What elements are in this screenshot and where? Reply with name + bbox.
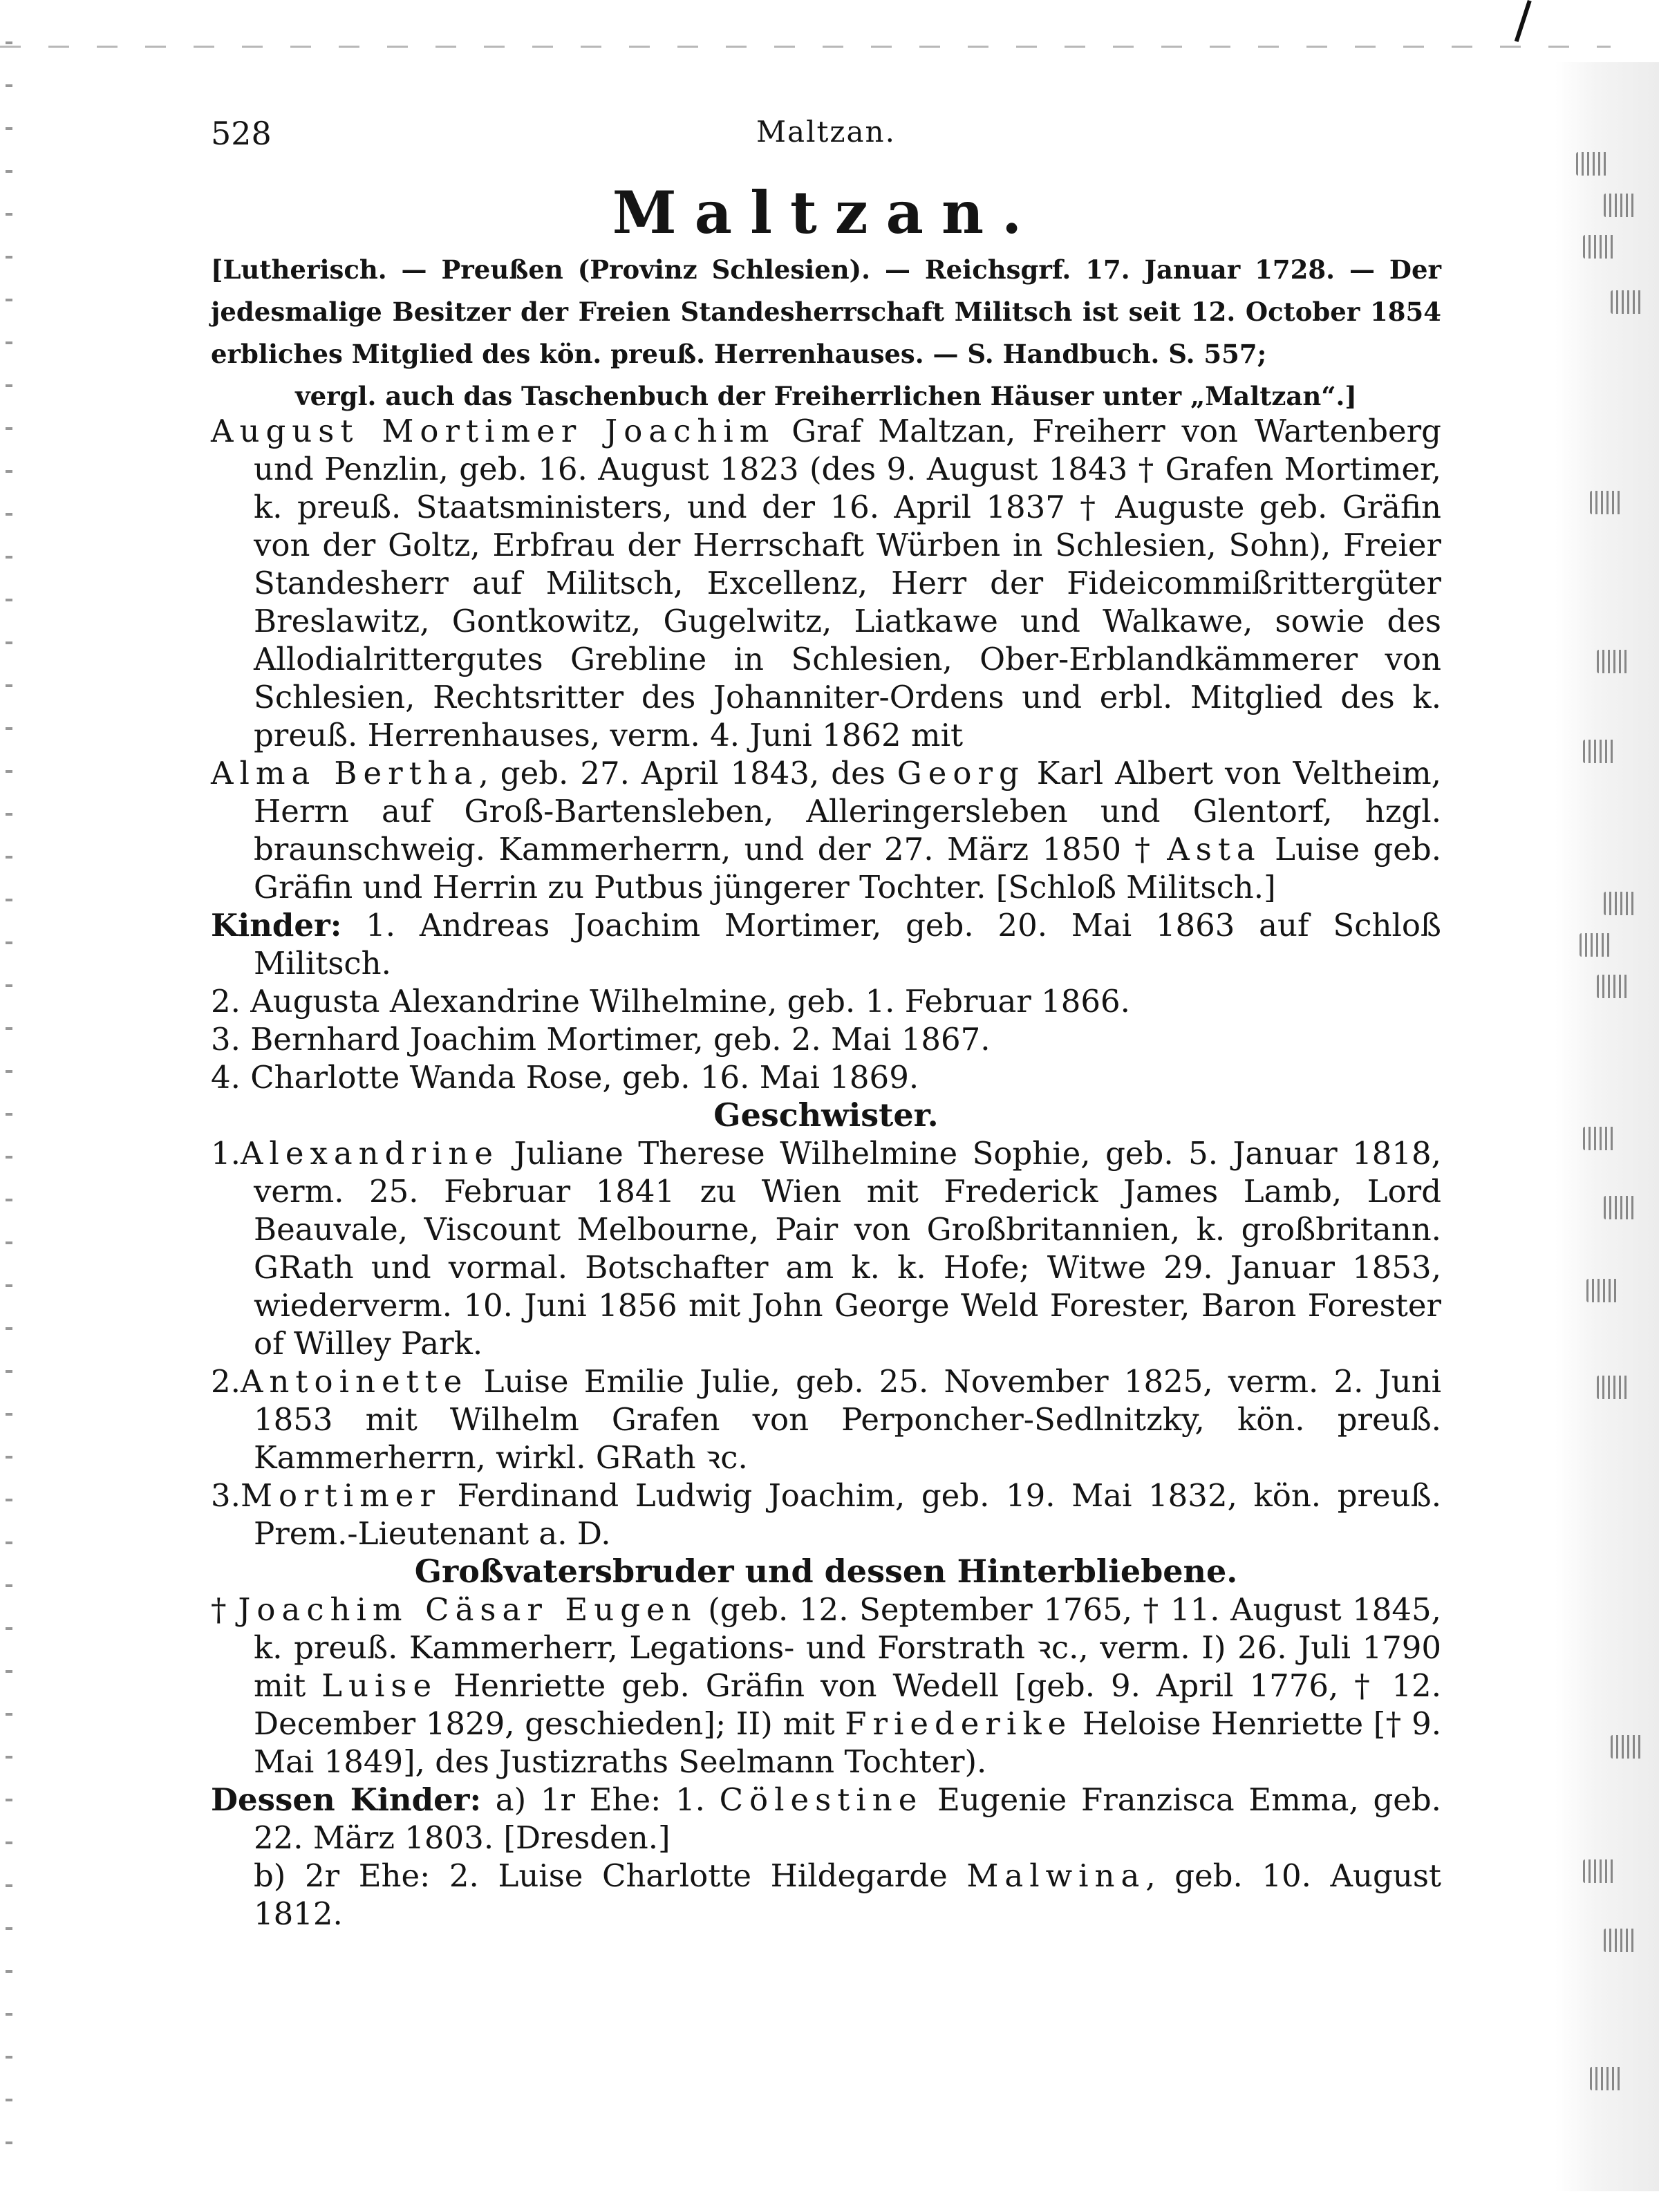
children-label: Kinder: [211,907,342,944]
genealogy-body [211,412,1441,1933]
family-title: Maltzan. [612,178,1040,247]
intro-text: [Lutherisch. — Preußen (Provinz Schlesien). — Reichsgrf. 17. Januar 1728. — Der jedesmalige Besitzer der Freien Standesherrschaft Militsch ist seit 12. October 1854 erbliches Mitglied des kön. preuß. Herrenhauses. — S. Handbuch. S. 557; [211,254,1441,369]
scan-corner-stroke [1515,0,1532,42]
child-a-text: Eugenie Franzisca Emma, geb. 22. März 1803. [Dresden.] [254,1781,1441,1856]
spouse-text-c: Luise geb. Gräfin und Herrin zu Putbus jüngerer Tochter. [Schloß Militsch.] [254,831,1441,906]
siblings-heading: Geschwister. [713,1096,939,1134]
sibling-item [211,1134,1441,1362]
child-b-text: , geb. 10. August 1812. [254,1857,1441,1932]
spouse-mother-name: Asta [1167,831,1262,868]
granduncle-child-b-entry [211,1857,1441,1933]
deceased-marker: † [211,1591,227,1628]
granduncle-text-a: (geb. 12. September 1765, † 11. August 1845, k. preuß. Kammerherr, Legations- und Forstrath ꝛc., verm. I) 26. Juli 1790 mit [254,1591,1441,1704]
sibling-name: Alexandrine [240,1135,499,1172]
sibling-number: 1. [211,1135,241,1172]
spouse-text-a: , geb. 27. April 1843, des [478,755,897,791]
head-of-house-text: Graf Maltzan, Freiherr von Wartenberg und Penzlin, geb. 16. August 1823 (des 9. August 1843 † Grafen Mortimer, k. preuß. Staatsministers, und der 16. April 1837 † Auguste geb. Gräfin von der Goltz, Erbfrau der Herrschaft Würben in Schlesien, Sohn), Freier Standesherr auf Militsch, Excellenz, Herr der Fideicommißrittergüter Breslawitz, Gontkowitz, Gugelwitz, Liatkawe und Walkawe, sowie des Allodialrittergutes Grebline in Schlesien, Ober-Erblandkämmerer von Schlesien, Rechtsritter des Johanniter-Ordens und erbl. Mitglied des k. preuß. Herrenhauses, verm. 4. Juni 1862 mit [254,413,1441,753]
granduncle-name: Joachim Cäsar Eugen [238,1591,697,1628]
granduncle-text-b: Henriette geb. Gräfin von Wedell [geb. 9. April 1776, † 12. December 1829, geschieden]; II) mit [254,1667,1441,1742]
head-of-house-name: August Mortimer Joachim [211,413,776,449]
sibling-name: Mortimer [240,1477,441,1514]
spouse-text-b: Karl Albert von Veltheim, Herrn auf Groß-Bartensleben, Alleringersleben und Glentorf, hzgl. braunschweig. Kammerherrn, und der 27. März 1850 † [254,755,1441,868]
sibling-text: Luise Emilie Julie, geb. 25. November 1825, verm. 2. Juni 1853 mit Wilhelm Grafen von Perponcher-Sedlnitzky, kön. preuß. Kammerherrn, wirkl. GRath ꝛc. [254,1363,1441,1476]
scan-left-edge-marks [6,41,12,2184]
spouse-entry [211,754,1441,906]
child-item: 4. Charlotte Wanda Rose, geb. 16. Mai 1869. [211,1059,919,1096]
sibling-item [211,1477,1441,1553]
sibling-number: 2. [211,1363,241,1400]
granduncle-wife1-name: Luise [321,1667,438,1704]
child-b-prefix: b) 2r Ehe: 2. Luise Charlotte Hildegarde [254,1857,967,1894]
facing-page-bleed [1555,62,1659,2191]
sibling-text: Juliane Therese Wilhelmine Sophie, geb. 5. Januar 1818, verm. 25. Februar 1841 zu Wien mit Frederick James Lamb, Lord Beauvale, Viscount Melbourne, Pair von Großbritannien, k. großbritann. GRath und vormal. Botschafter am k. k. Hofe; Witwe 29. Januar 1853, wiederverm. 10. Juni 1856 mit John George Weld Forester, Baron Forester of Willey Park. [254,1135,1441,1362]
running-title: Maltzan. [756,115,896,149]
child-item: 3. Bernhard Joachim Mortimer, geb. 2. Mai 1867. [211,1021,991,1058]
scan-top-edge-marks [0,46,1611,48]
granduncle-wife2-name: Friederike [845,1705,1073,1742]
child-b-name: Malwina [966,1857,1146,1894]
sibling-text: Ferdinand Ludwig Joachim, geb. 19. Mai 1832, kön. preuß. Prem.-Lieutenant a. D. [254,1477,1441,1552]
granduncle-heading: Großvatersbruder und dessen Hinterbliebene. [414,1553,1238,1590]
intro-last-line: vergl. auch das Taschenbuch der Freiherrlichen Häuser unter „Maltzan“.] [295,381,1357,411]
head-of-house-entry [211,412,1441,754]
sibling-name: Antoinette [240,1363,469,1400]
spouse-name: Alma Bertha [211,755,479,791]
running-head [211,109,1441,158]
children-entry [211,906,1441,982]
granduncle-children-entry [211,1781,1441,1857]
intro-note [211,249,1441,418]
granduncle-entry [211,1591,1441,1781]
children-first: 1. Andreas Joachim Mortimer, geb. 20. Mai 1863 auf Schloß Militsch. [254,907,1441,982]
child-a-name: Cölestine [719,1781,924,1818]
sibling-number: 3. [211,1477,241,1514]
page-number: 528 [211,115,272,152]
child-item: 2. Augusta Alexandrine Wilhelmine, geb. 1. Februar 1866. [211,983,1130,1020]
child-a-prefix: a) 1r Ehe: 1. [481,1781,720,1818]
spouse-father-name: Georg [897,755,1025,791]
sibling-item [211,1362,1441,1477]
granduncle-children-label: Dessen Kinder: [211,1781,482,1818]
granduncle-text-c: Heloise Henriette [† 9. Mai 1849], des Justizraths Seelmann Tochter). [254,1705,1442,1780]
